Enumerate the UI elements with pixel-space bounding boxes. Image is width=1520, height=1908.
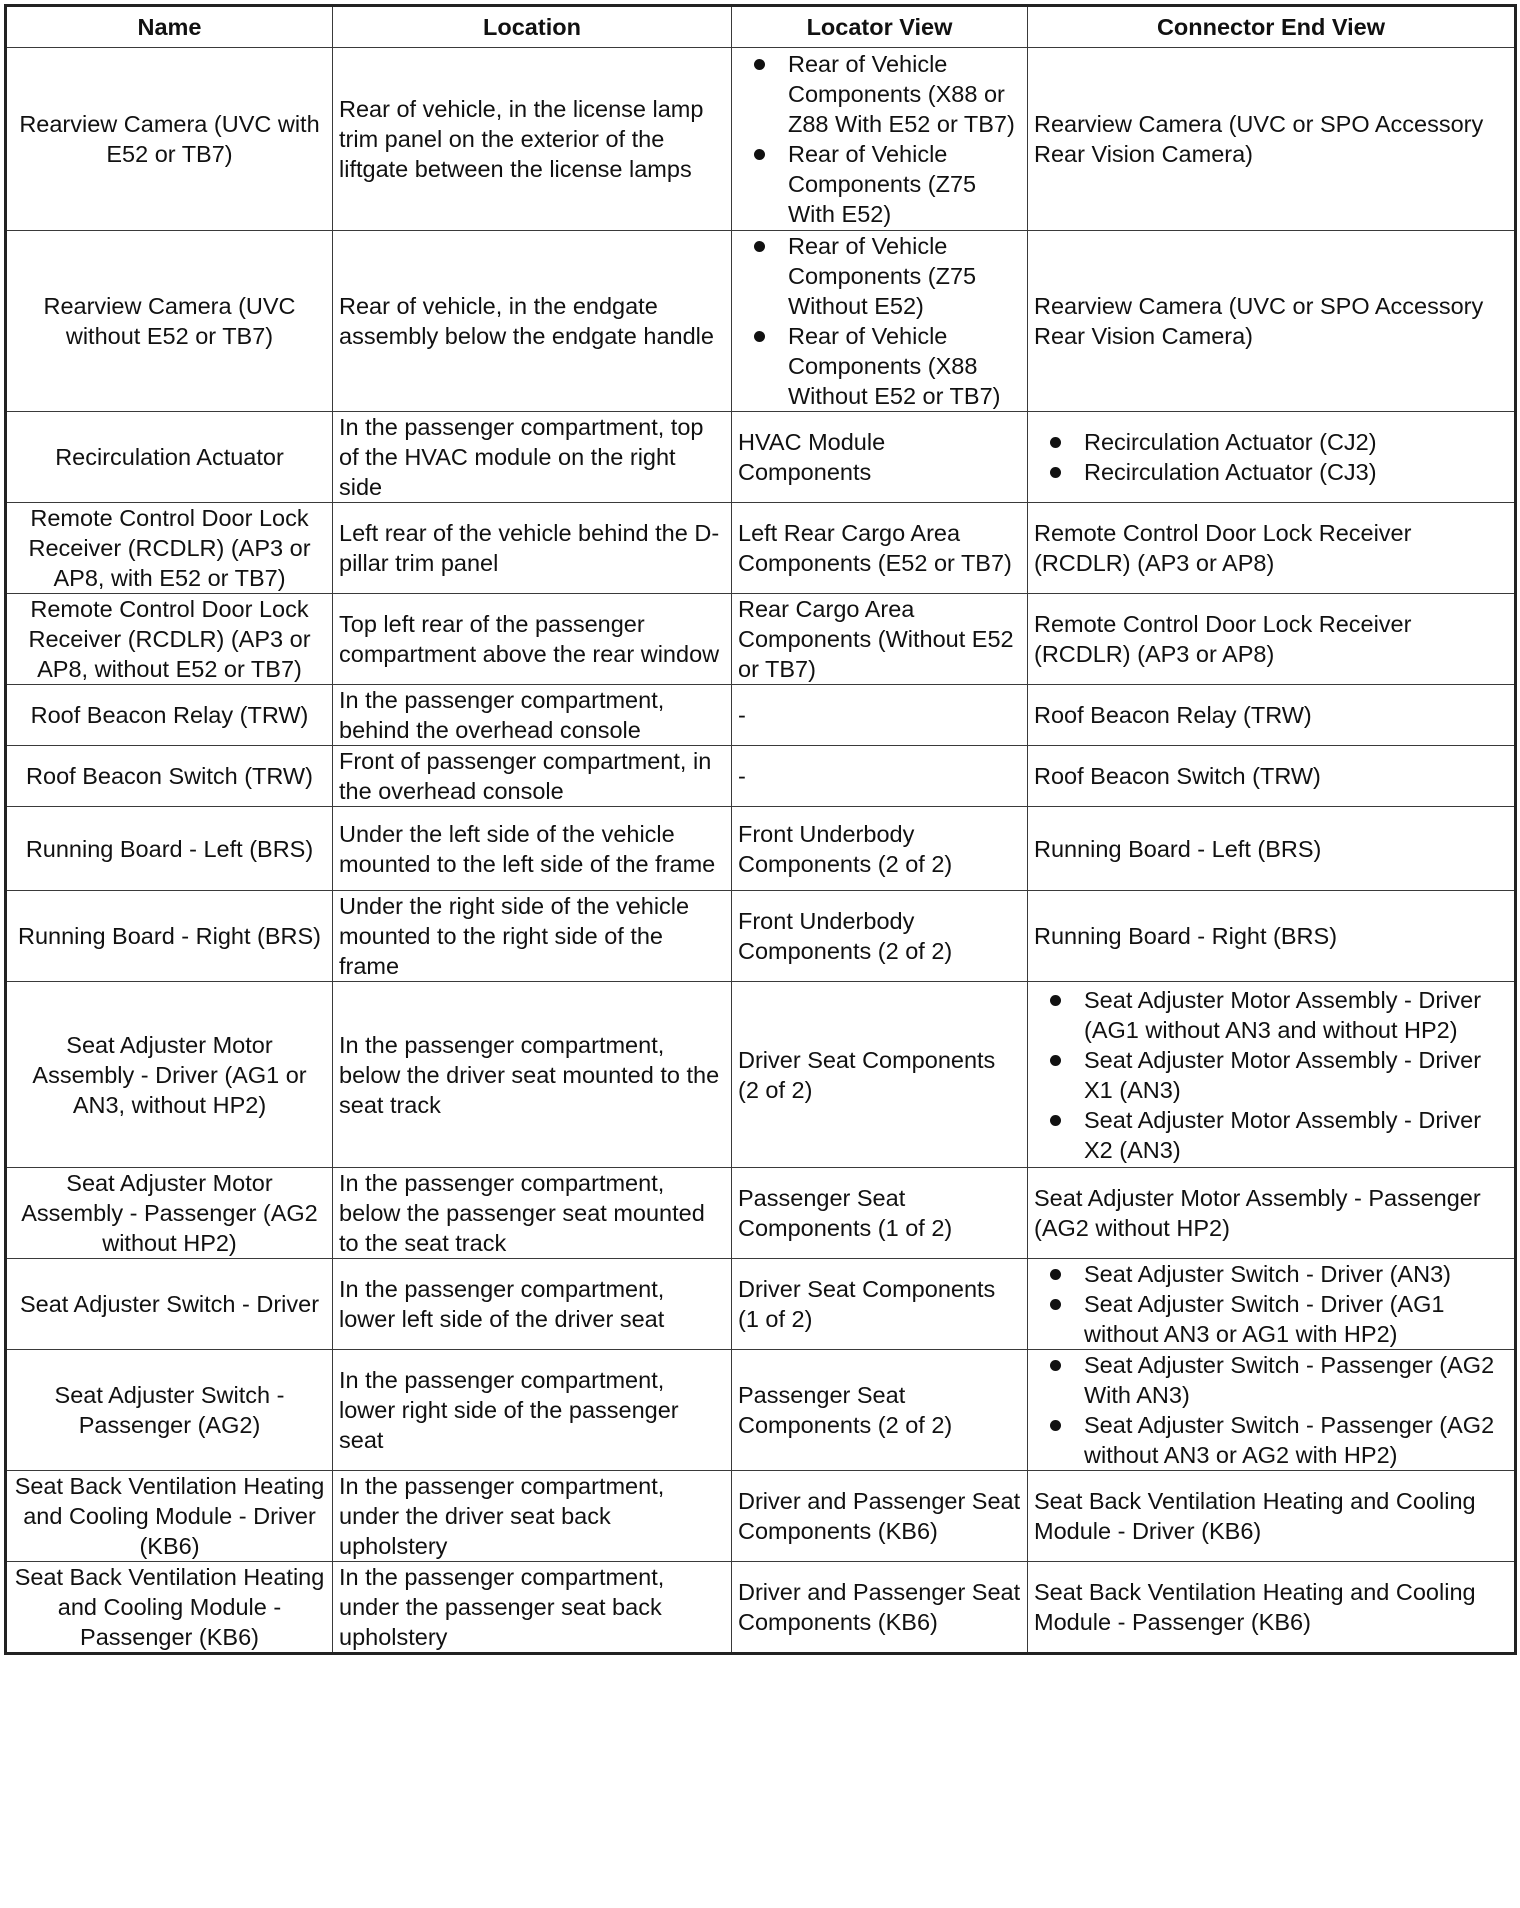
cell-name: Running Board - Left (BRS) — [6, 807, 333, 891]
bullet-item: Seat Adjuster Motor Assembly - Driver (AG1 without AN3 and without HP2) — [1034, 985, 1508, 1045]
bullet-item: Rear of Vehicle Components (Z75 Without E52) — [738, 231, 1021, 321]
cell-connector-end-view: Roof Beacon Relay (TRW) — [1028, 685, 1516, 746]
cell-name: Rearview Camera (UVC with E52 or TB7) — [6, 48, 333, 231]
cell-location: Rear of vehicle, in the license lamp trim panel on the exterior of the liftgate between the license lamps — [333, 48, 732, 231]
cell-connector-end-view — [1028, 1350, 1516, 1471]
bullet-item: Rear of Vehicle Components (X88 or Z88 With E52 or TB7) — [738, 49, 1021, 139]
cell-locator-view: Front Underbody Components (2 of 2) — [732, 891, 1028, 982]
bullet-list — [738, 231, 1021, 411]
cell-name: Roof Beacon Switch (TRW) — [6, 746, 333, 807]
cell-locator-view: Passenger Seat Components (2 of 2) — [732, 1350, 1028, 1471]
cell-locator-view: Driver and Passenger Seat Components (KB6) — [732, 1562, 1028, 1654]
cell-location: Rear of vehicle, in the endgate assembly below the endgate handle — [333, 231, 732, 412]
table-row — [6, 746, 1516, 807]
cell-location: Left rear of the vehicle behind the D-pillar trim panel — [333, 503, 732, 594]
cell-connector-end-view: Rearview Camera (UVC or SPO Accessory Rear Vision Camera) — [1028, 48, 1516, 231]
cell-connector-end-view: Rearview Camera (UVC or SPO Accessory Rear Vision Camera) — [1028, 231, 1516, 412]
cell-name: Remote Control Door Lock Receiver (RCDLR) (AP3 or AP8, without E52 or TB7) — [6, 594, 333, 685]
cell-connector-end-view — [1028, 1259, 1516, 1350]
cell-name: Roof Beacon Relay (TRW) — [6, 685, 333, 746]
table-row — [6, 685, 1516, 746]
table-row — [6, 807, 1516, 891]
cell-name: Seat Adjuster Switch - Driver — [6, 1259, 333, 1350]
bullet-item: Seat Adjuster Motor Assembly - Driver X2 (AN3) — [1034, 1105, 1508, 1165]
component-locator-table — [4, 4, 1517, 1655]
table-row — [6, 982, 1516, 1168]
bullet-list — [1034, 1259, 1508, 1349]
cell-connector-end-view: Seat Back Ventilation Heating and Cooling Module - Passenger (KB6) — [1028, 1562, 1516, 1654]
table-row — [6, 891, 1516, 982]
table-body — [6, 48, 1516, 1654]
cell-name: Seat Adjuster Motor Assembly - Driver (AG1 or AN3, without HP2) — [6, 982, 333, 1168]
header-location: Location — [333, 6, 732, 48]
cell-location: Under the left side of the vehicle mounted to the left side of the frame — [333, 807, 732, 891]
cell-name: Seat Back Ventilation Heating and Cooling Module - Passenger (KB6) — [6, 1562, 333, 1654]
cell-connector-end-view: Remote Control Door Lock Receiver (RCDLR) (AP3 or AP8) — [1028, 503, 1516, 594]
cell-name: Running Board - Right (BRS) — [6, 891, 333, 982]
component-locator-table-container — [4, 4, 1514, 1655]
cell-location: In the passenger compartment, lower left side of the driver seat — [333, 1259, 732, 1350]
cell-location: In the passenger compartment, top of the HVAC module on the right side — [333, 412, 732, 503]
table-row — [6, 231, 1516, 412]
cell-name: Seat Adjuster Motor Assembly - Passenger (AG2 without HP2) — [6, 1168, 333, 1259]
table-row — [6, 48, 1516, 231]
cell-name: Remote Control Door Lock Receiver (RCDLR) (AP3 or AP8, with E52 or TB7) — [6, 503, 333, 594]
cell-location: Under the right side of the vehicle mounted to the right side of the frame — [333, 891, 732, 982]
cell-connector-end-view: Running Board - Right (BRS) — [1028, 891, 1516, 982]
cell-name: Rearview Camera (UVC without E52 or TB7) — [6, 231, 333, 412]
bullet-list — [1034, 427, 1508, 487]
header-locator-view: Locator View — [732, 6, 1028, 48]
table-row — [6, 412, 1516, 503]
cell-connector-end-view: Roof Beacon Switch (TRW) — [1028, 746, 1516, 807]
bullet-item: Rear of Vehicle Components (X88 Without E52 or TB7) — [738, 321, 1021, 411]
cell-locator-view: Driver Seat Components (2 of 2) — [732, 982, 1028, 1168]
bullet-list — [738, 49, 1021, 229]
table-row — [6, 1350, 1516, 1471]
cell-locator-view — [732, 231, 1028, 412]
cell-locator-view: Left Rear Cargo Area Components (E52 or TB7) — [732, 503, 1028, 594]
table-row — [6, 1562, 1516, 1654]
cell-location: In the passenger compartment, behind the overhead console — [333, 685, 732, 746]
cell-locator-view: Passenger Seat Components (1 of 2) — [732, 1168, 1028, 1259]
cell-location: In the passenger compartment, under the driver seat back upholstery — [333, 1471, 732, 1562]
bullet-item: Seat Adjuster Motor Assembly - Driver X1 (AN3) — [1034, 1045, 1508, 1105]
cell-locator-view: - — [732, 685, 1028, 746]
bullet-item: Seat Adjuster Switch - Passenger (AG2 With AN3) — [1034, 1350, 1508, 1410]
cell-location: In the passenger compartment, below the passenger seat mounted to the seat track — [333, 1168, 732, 1259]
cell-connector-end-view: Running Board - Left (BRS) — [1028, 807, 1516, 891]
cell-location: Top left rear of the passenger compartment above the rear window — [333, 594, 732, 685]
bullet-item: Seat Adjuster Switch - Driver (AN3) — [1034, 1259, 1508, 1289]
cell-connector-end-view: Seat Adjuster Motor Assembly - Passenger (AG2 without HP2) — [1028, 1168, 1516, 1259]
cell-connector-end-view: Seat Back Ventilation Heating and Cooling Module - Driver (KB6) — [1028, 1471, 1516, 1562]
cell-locator-view: Driver Seat Components (1 of 2) — [732, 1259, 1028, 1350]
bullet-list — [1034, 985, 1508, 1165]
table-row — [6, 503, 1516, 594]
bullet-item: Seat Adjuster Switch - Driver (AG1 without AN3 or AG1 with HP2) — [1034, 1289, 1508, 1349]
cell-location: In the passenger compartment, below the driver seat mounted to the seat track — [333, 982, 732, 1168]
cell-connector-end-view: Remote Control Door Lock Receiver (RCDLR) (AP3 or AP8) — [1028, 594, 1516, 685]
bullet-list — [1034, 1350, 1508, 1470]
cell-locator-view: - — [732, 746, 1028, 807]
table-row — [6, 1471, 1516, 1562]
bullet-item: Recirculation Actuator (CJ3) — [1034, 457, 1508, 487]
header-name: Name — [6, 6, 333, 48]
cell-location: In the passenger compartment, under the passenger seat back upholstery — [333, 1562, 732, 1654]
table-row — [6, 594, 1516, 685]
bullet-item: Recirculation Actuator (CJ2) — [1034, 427, 1508, 457]
bullet-item: Seat Adjuster Switch - Passenger (AG2 without AN3 or AG2 with HP2) — [1034, 1410, 1508, 1470]
header-connector-end-view: Connector End View — [1028, 6, 1516, 48]
cell-name: Seat Adjuster Switch - Passenger (AG2) — [6, 1350, 333, 1471]
cell-name: Recirculation Actuator — [6, 412, 333, 503]
cell-locator-view: Front Underbody Components (2 of 2) — [732, 807, 1028, 891]
cell-name: Seat Back Ventilation Heating and Cooling Module - Driver (KB6) — [6, 1471, 333, 1562]
bullet-item: Rear of Vehicle Components (Z75 With E52) — [738, 139, 1021, 229]
header-row — [6, 6, 1516, 48]
cell-location: Front of passenger compartment, in the overhead console — [333, 746, 732, 807]
cell-location: In the passenger compartment, lower right side of the passenger seat — [333, 1350, 732, 1471]
cell-locator-view — [732, 48, 1028, 231]
cell-locator-view: HVAC Module Components — [732, 412, 1028, 503]
table-row — [6, 1259, 1516, 1350]
cell-connector-end-view — [1028, 412, 1516, 503]
table-row — [6, 1168, 1516, 1259]
cell-locator-view: Driver and Passenger Seat Components (KB6) — [732, 1471, 1028, 1562]
cell-connector-end-view — [1028, 982, 1516, 1168]
cell-locator-view: Rear Cargo Area Components (Without E52 or TB7) — [732, 594, 1028, 685]
